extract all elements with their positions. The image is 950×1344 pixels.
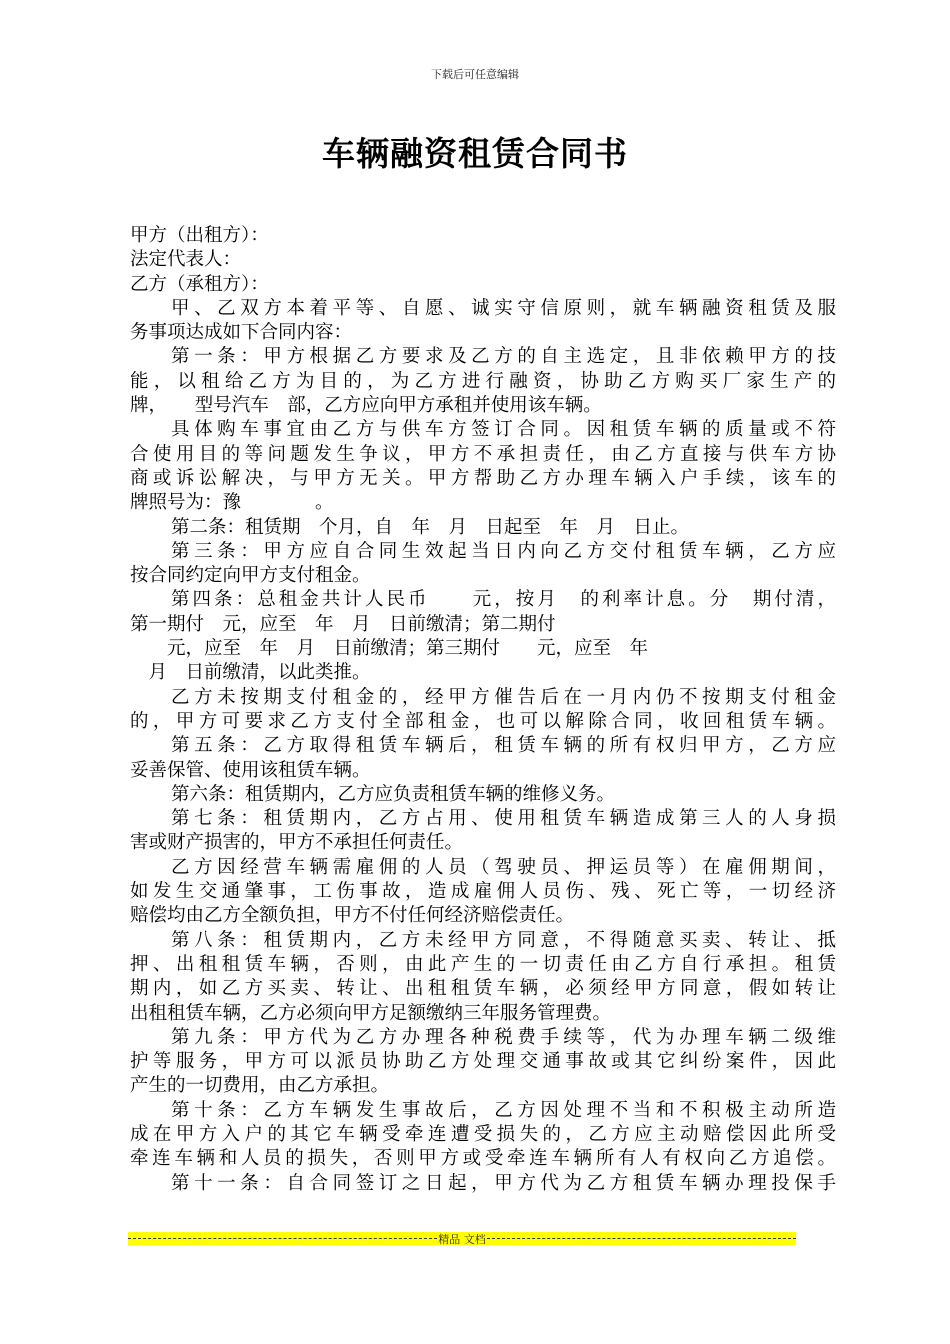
contract-line: 第十条：乙方车辆发生事故后，乙方因处理不当和不积极主动所造 (171, 1099, 836, 1121)
contract-line: 害或财产损害的，甲方不承担任何责任。 (130, 832, 464, 854)
contract-line: 第七条：租赁期内，乙方占用、使用租赁车辆造成第三人的人身损 (171, 808, 836, 830)
contract-line: 务事项达成如下合同内容： (130, 322, 353, 344)
contract-line: 乙方（承租方）： (130, 273, 269, 295)
contract-line: 产生的一切费用，由乙方承担。 (130, 1075, 390, 1097)
contract-line: 元，应至 年 月 日前缴清；第三期付 元，应至 年 (130, 638, 649, 660)
footer-label: 精品 文档 (438, 1232, 486, 1246)
contract-line: 第十一条：自合同签订之日起，甲方代为乙方租赁车辆办理投保手 (171, 1172, 836, 1194)
contract-line: 的，甲方可要求乙方支付全部租金，也可以解除合同，收回租赁车辆。 (130, 710, 836, 732)
contract-line: 牌， 型号汽车 部，乙方应向甲方承租并使用该车辆。 (130, 395, 602, 417)
contract-line: 甲方（出租方）： (130, 225, 269, 246)
footer-dash-right (487, 1238, 796, 1239)
contract-line: 第一期付 元，应至 年 月 日前缴清；第二期付 (130, 613, 556, 635)
contract-line: 合使用目的等问题发生争议，甲方不承担责任，由乙方直接与供车方协 (130, 443, 836, 465)
contract-line: 第四条：总租金共计人民币 元，按月 的利率计息。分 期付清， (171, 589, 836, 611)
contract-line: 牌照号为：豫 。 (130, 492, 334, 514)
contract-line: 押、出租租赁车辆，否则，由此产生的一切责任由乙方自行承担。租赁 (130, 953, 836, 975)
contract-line: 期内，如乙方买卖、转让、出租租赁车辆，必须经甲方同意，假如转让 (130, 978, 836, 1000)
footer-divider (128, 1232, 796, 1245)
contract-line: 具体购车事宜由乙方与供车方签订合同。因租赁车辆的质量或不符 (171, 419, 836, 441)
contract-line: 甲、乙双方本着平等、自愿、诚实守信原则，就车辆融资租赁及服 (171, 297, 836, 319)
contract-line: 第五条：乙方取得租赁车辆后，租赁车辆的所有权归甲方，乙方应 (171, 735, 836, 757)
header-note: 下载后可任意编辑 (431, 68, 519, 81)
contract-line: 第三条：甲方应自合同生效起当日内向乙方交付租赁车辆，乙方应 (171, 540, 836, 562)
contract-line: 第六条：租赁期内，乙方应负责租赁车辆的维修义务。 (171, 783, 616, 805)
contract-line: 按合同约定向甲方支付租金。 (130, 565, 371, 587)
contract-line: 如发生交通肇事，工伤事故，造成雇佣人员伤、残、死亡等，一切经济 (130, 881, 836, 903)
contract-line: 能，以租给乙方为目的，为乙方进行融资，协助乙方购买厂家生产的 (130, 370, 836, 392)
contract-line: 第九条：甲方代为乙方办理各种税费手续等，代为办理车辆二级维 (171, 1026, 836, 1048)
contract-line: 成在甲方入户的其它车辆受牵连遭受损失的，乙方应主动赔偿因此所受 (130, 1123, 836, 1145)
document-title: 车辆融资租赁合同书 (322, 134, 628, 173)
contract-line: 月 日前缴清，以此类推。 (130, 662, 371, 684)
contract-line: 第二条：租赁期 个月，自 年 月 日起至 年 月 日止。 (171, 516, 690, 538)
contract-line: 乙方因经营车辆需雇佣的人员（驾驶员、押运员等）在雇佣期间， (171, 856, 836, 878)
contract-line: 护等服务，甲方可以派员协助乙方处理交通事故或其它纠纷案件，因此 (130, 1051, 836, 1073)
contract-line: 妥善保管、使用该租赁车辆。 (130, 759, 371, 781)
contract-line: 出租租赁车辆，乙方必须向甲方足额缴纳三年服务管理费。 (130, 1002, 612, 1024)
contract-line: 乙方未按期支付租金的，经甲方催告后在一月内仍不按期支付租金 (171, 686, 836, 708)
contract-line: 赔偿均由乙方全额负担，甲方不付任何经济赔偿责任。 (130, 905, 575, 927)
contract-line: 第八条：租赁期内，乙方未经甲方同意，不得随意买卖、转让、抵 (171, 929, 836, 951)
contract-line: 法定代表人： (130, 249, 242, 271)
contract-line: 商或诉讼解决，与甲方无关。甲方帮助乙方办理车辆入户手续，该车的 (130, 467, 836, 489)
contract-line: 牵连车辆和人员的损失，否则甲方或受牵连车辆所有人有权向乙方追偿。 (130, 1148, 836, 1170)
footer-dash-left (128, 1238, 437, 1239)
contract-line: 第一条：甲方根据乙方要求及乙方的自主选定，且非依赖甲方的技 (171, 346, 836, 368)
contract-body (130, 224, 836, 1196)
